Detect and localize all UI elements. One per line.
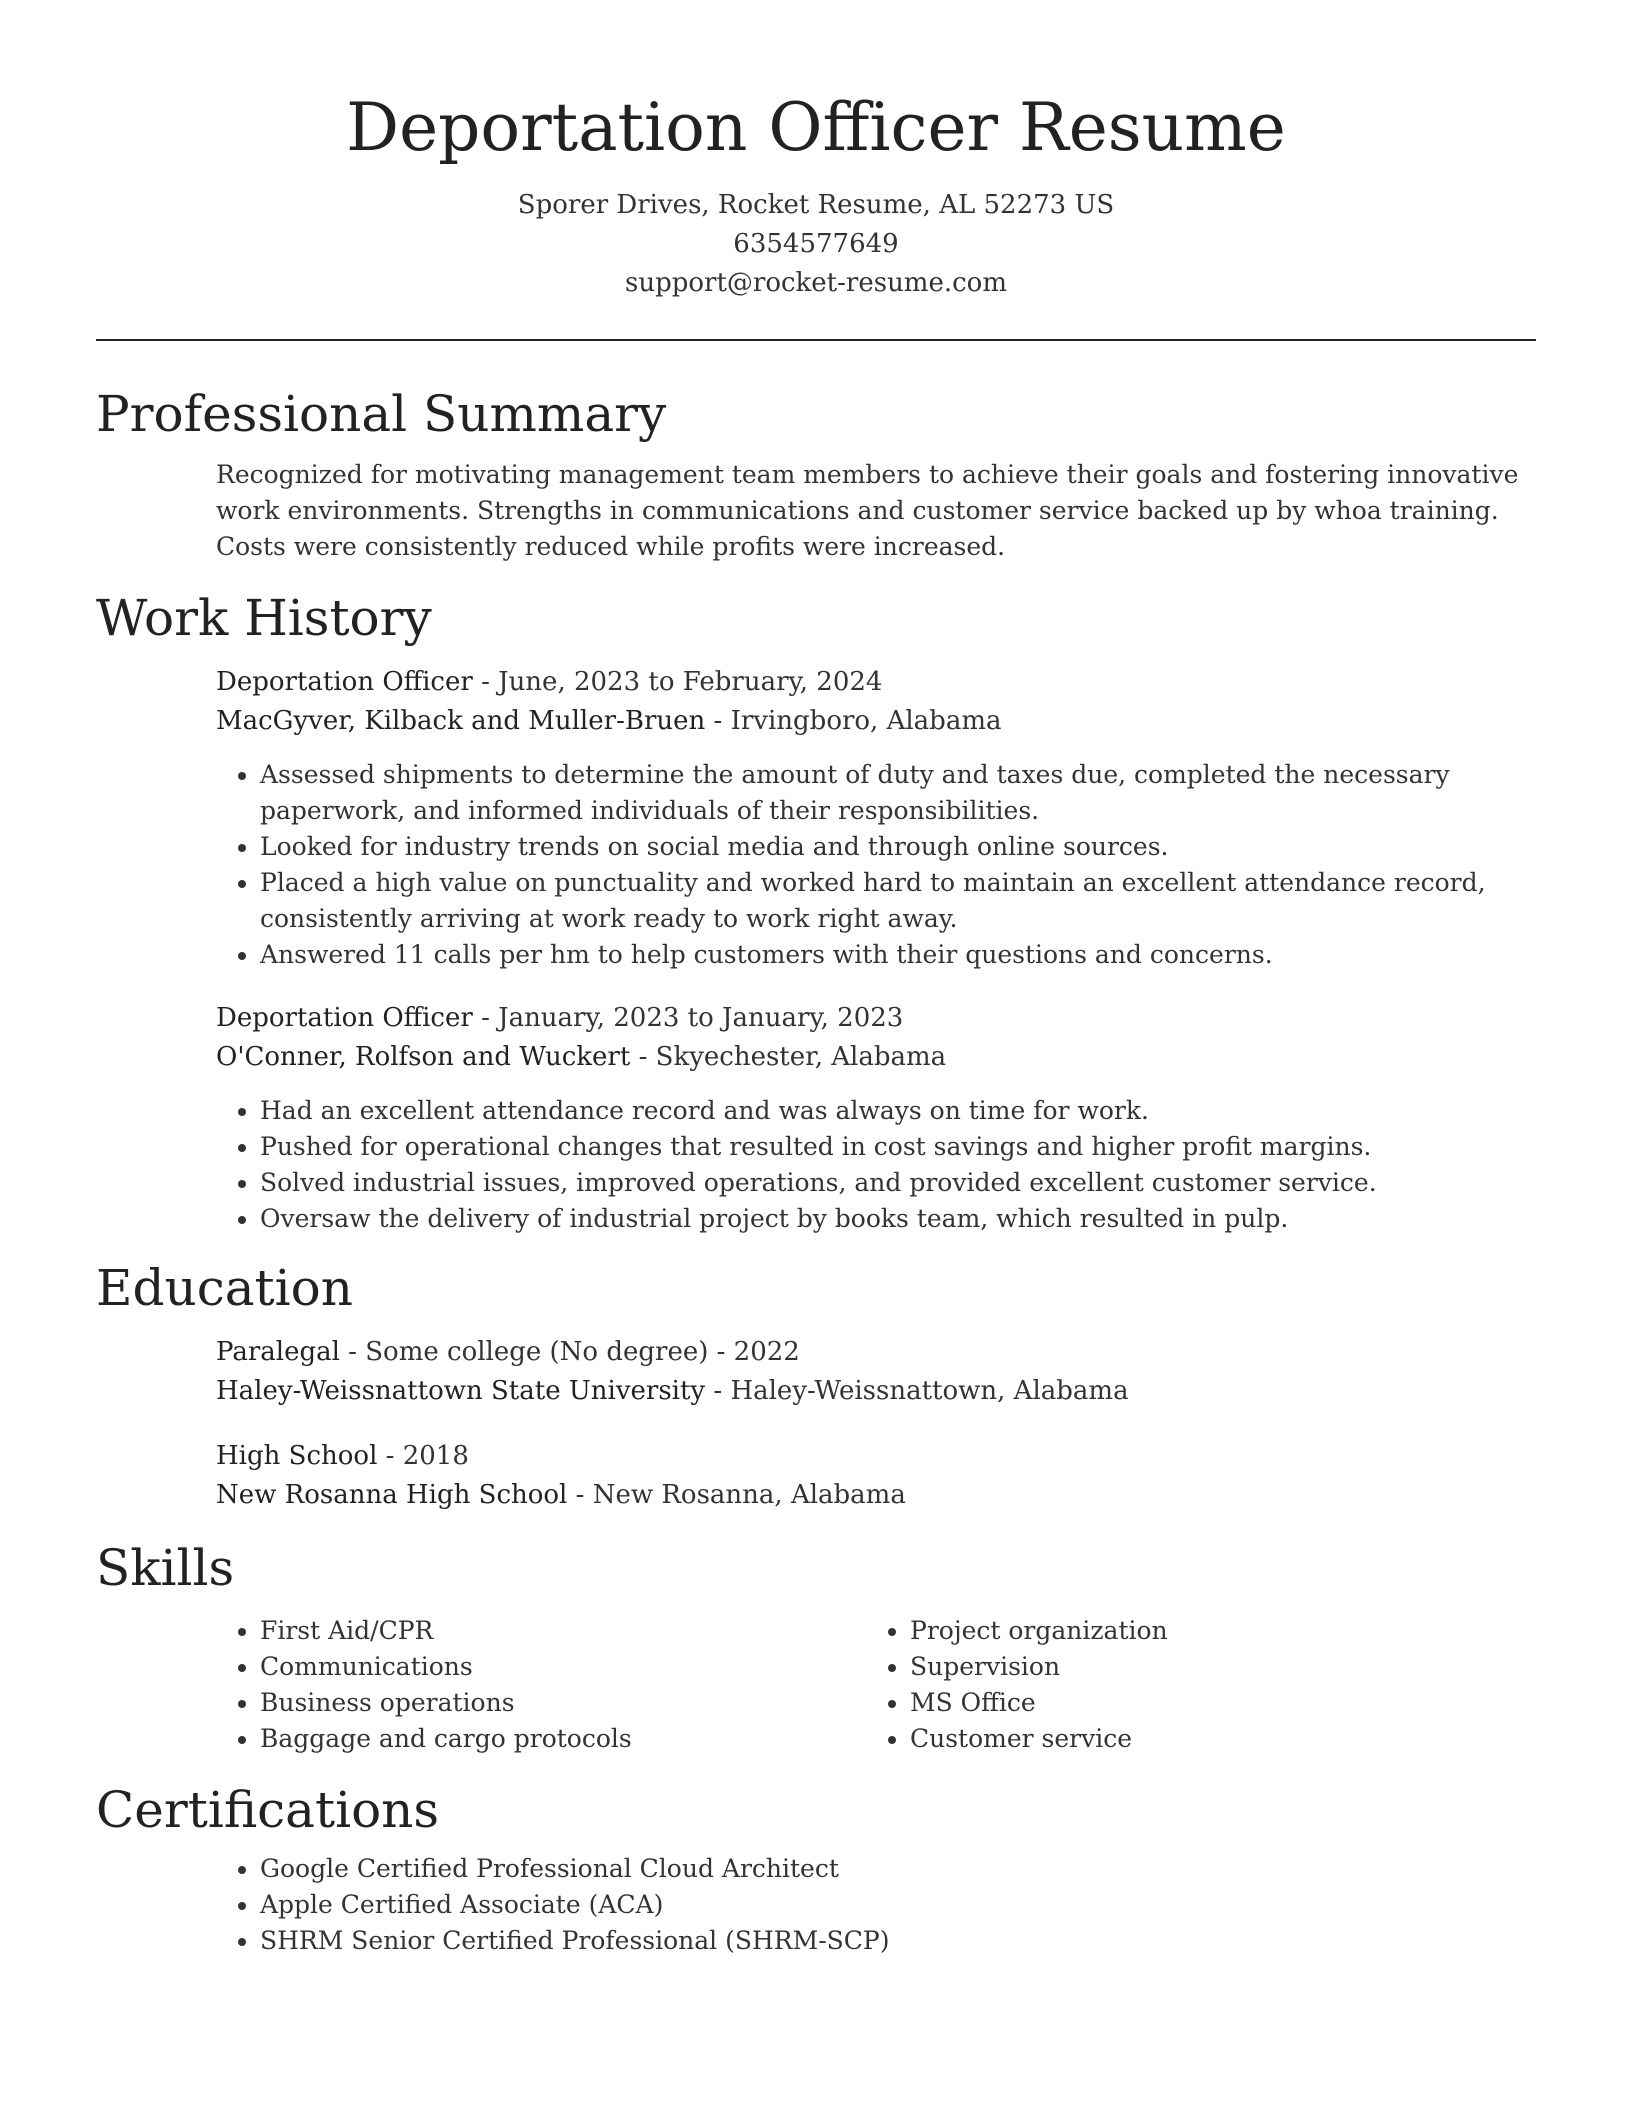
degree-line [216, 1333, 1536, 1372]
school-location: - Haley-Weissnattown, Alabama [705, 1376, 1129, 1406]
skills-list-left [216, 1613, 866, 1757]
skill-item: • MS Office [910, 1685, 1516, 1721]
section-title-skills: Skills [96, 1539, 235, 1597]
certifications-list [216, 1851, 1536, 1959]
skills-column-right [866, 1613, 1516, 1757]
job-bullets [216, 757, 1536, 973]
education-section [96, 1257, 1536, 1515]
certification-item: • Google Certified Professional Cloud Architect [260, 1851, 1536, 1887]
degree-line [216, 1437, 1536, 1476]
job-location: - Irvingboro, Alabama [705, 706, 1002, 736]
list-item: • Oversaw the delivery of industrial project by books team, which resulted in pulp. [260, 1201, 1536, 1237]
list-item: • Assessed shipments to determine the amount of duty and taxes due, completed the necessary paperwork, and informed individuals of their responsibilities. [260, 757, 1536, 829]
degree: Paralegal [216, 1337, 340, 1367]
degree-detail: - 2018 [377, 1441, 469, 1471]
job-title-line [216, 663, 1536, 702]
list-item: • Looked for industry trends on social media and through online sources. [260, 829, 1536, 865]
address: Sporer Drives, Rocket Resume, AL 52273 US [517, 190, 1115, 220]
degree-detail: - Some college (No degree) - 2022 [339, 1337, 800, 1367]
school-name: New Rosanna High School [216, 1480, 568, 1510]
skill-item: • Project organization [910, 1613, 1516, 1649]
skill-item: • Communications [260, 1649, 866, 1685]
job-role: Deportation Officer [216, 667, 473, 697]
job-company: O'Conner, Rolfson and Wuckert [216, 1042, 631, 1072]
skills-section [96, 1537, 1536, 1757]
job-entry [216, 663, 1536, 973]
job-company-line [216, 702, 1536, 741]
professional-summary-section [96, 383, 1536, 565]
work-history-section [96, 587, 1536, 1237]
skills-list-right [866, 1613, 1516, 1757]
skill-item: • Baggage and cargo protocols [260, 1721, 866, 1757]
job-role: Deportation Officer [216, 1003, 473, 1033]
job-dates: - June, 2023 to February, 2024 [472, 667, 883, 697]
education-entry [216, 1333, 1536, 1411]
degree: High School [216, 1441, 378, 1471]
job-location: - Skyechester, Alabama [630, 1042, 947, 1072]
section-title-education: Education [96, 1259, 353, 1317]
resume-header [96, 0, 1536, 303]
list-item: • Placed a high value on punctuality and worked hard to maintain an excellent attendance record, consistently arriving at work ready to work right away. [260, 865, 1536, 937]
list-item: • Had an excellent attendance record and was always on time for work. [260, 1093, 1536, 1129]
skill-item: • First Aid/CPR [260, 1613, 866, 1649]
list-item: • Answered 11 calls per hm to help customers with their questions and concerns. [260, 937, 1536, 973]
job-entry [216, 999, 1536, 1237]
school-location: - New Rosanna, Alabama [567, 1480, 906, 1510]
section-title-certifications: Certifications [96, 1781, 440, 1839]
job-company: MacGyver, Kilback and Muller-Bruen [216, 706, 706, 736]
summary-text: Recognized for motivating management team members to achieve their goals and fostering innovative work environments. Strengths in communications and customer service backed up by whoa training. Costs were consistently reduced while profits were increased. [216, 460, 1519, 561]
section-title-summary: Professional Summary [96, 385, 667, 443]
contact-info [96, 186, 1536, 303]
email: support@rocket-resume.com [624, 268, 1007, 298]
skill-item: • Customer service [910, 1721, 1516, 1757]
list-item: • Solved industrial issues, improved operations, and provided excellent customer service. [260, 1165, 1536, 1201]
skills-grid [96, 1613, 1536, 1757]
school-line [216, 1476, 1536, 1515]
phone: 6354577649 [733, 229, 899, 259]
skills-column-left [216, 1613, 866, 1757]
school-line [216, 1372, 1536, 1411]
school-name: Haley-Weissnattown State University [216, 1376, 706, 1406]
job-title-line [216, 999, 1536, 1038]
skill-item: • Business operations [260, 1685, 866, 1721]
list-item: • Pushed for operational changes that resulted in cost savings and higher profit margins. [260, 1129, 1536, 1165]
job-dates: - January, 2023 to January, 2023 [472, 1003, 904, 1033]
education-entry [216, 1437, 1536, 1515]
certifications-section [96, 1779, 1536, 1959]
resume-title: Deportation Officer Resume [346, 89, 1286, 166]
job-bullets [216, 1093, 1536, 1237]
certification-item: • SHRM Senior Certified Professional (SHRM-SCP) [260, 1923, 1536, 1959]
job-company-line [216, 1038, 1536, 1077]
skill-item: • Supervision [910, 1649, 1516, 1685]
header-divider [96, 339, 1536, 341]
certification-item: • Apple Certified Associate (ACA) [260, 1887, 1536, 1923]
section-title-work: Work History [96, 589, 432, 647]
